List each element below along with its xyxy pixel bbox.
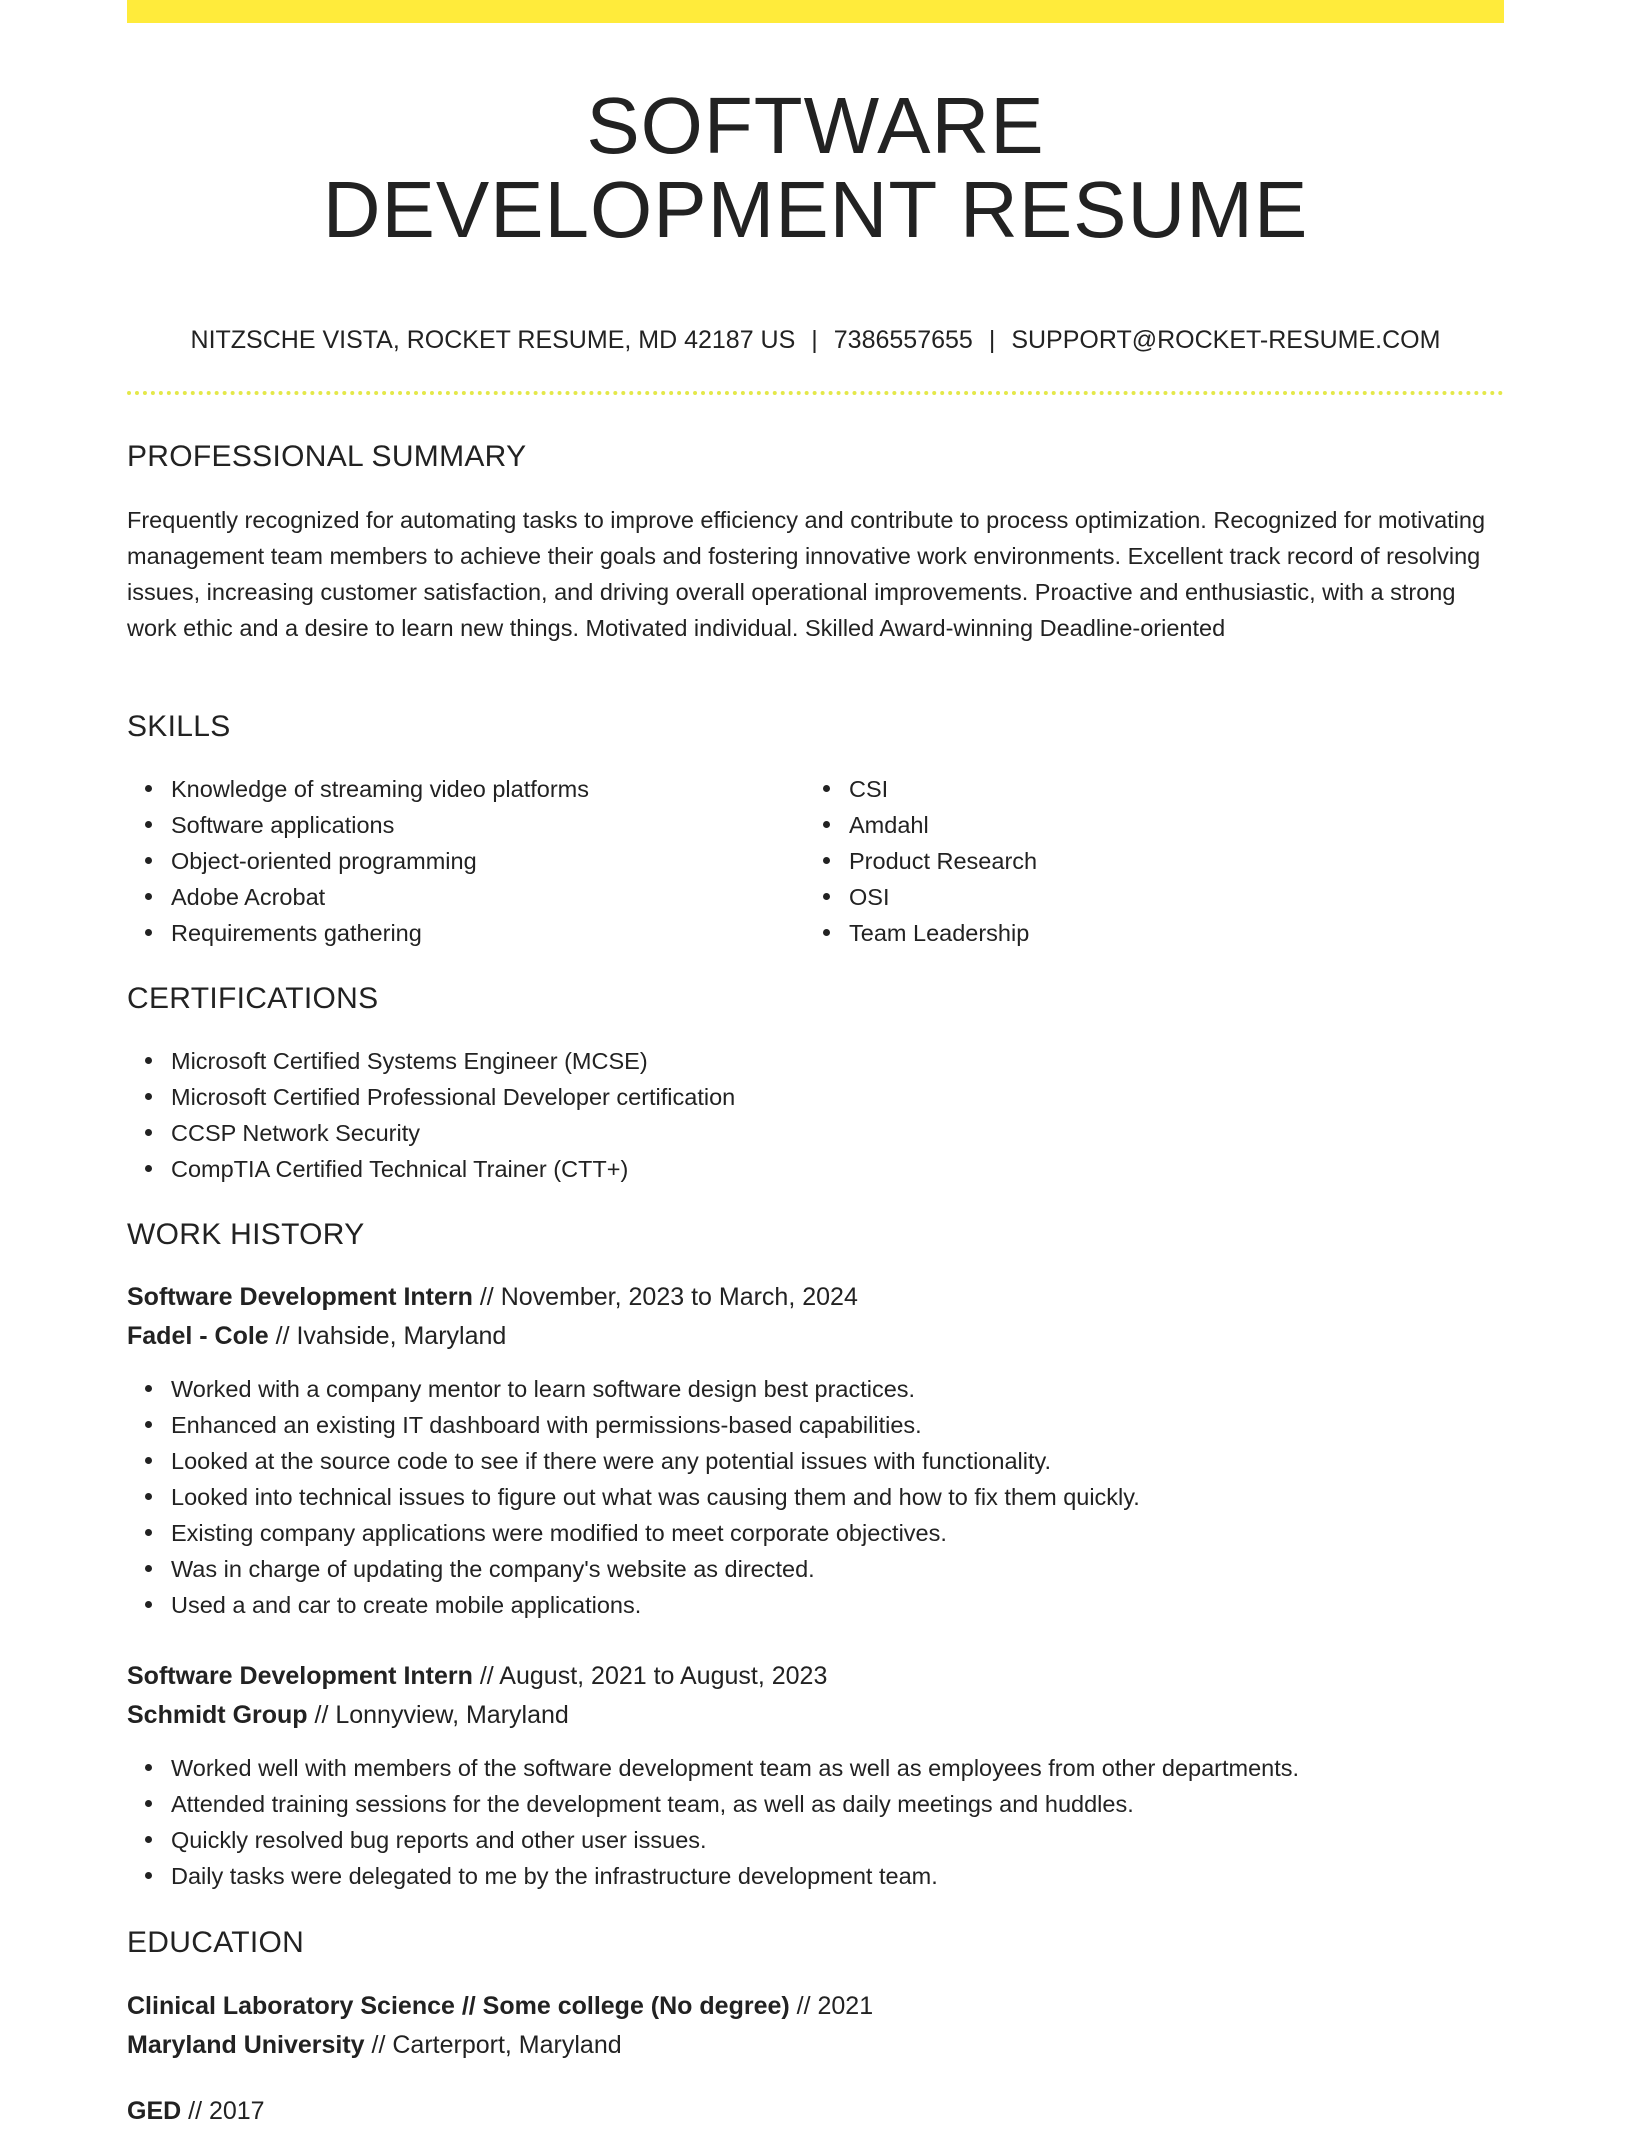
education-school: Maryland University bbox=[127, 2031, 365, 2059]
job-company-line bbox=[127, 1316, 506, 1356]
education-degree-line bbox=[127, 2091, 265, 2131]
job-bullet: Existing company applications were modified to meet corporate objectives. bbox=[171, 1515, 1511, 1551]
job-title: Software Development Intern bbox=[127, 1662, 473, 1690]
job-title-line bbox=[127, 1656, 827, 1696]
job-title-line bbox=[127, 1277, 858, 1317]
contact-email: SUPPORT@ROCKET-RESUME.COM bbox=[1011, 326, 1441, 354]
certifications-heading: CERTIFICATIONS bbox=[127, 982, 379, 1015]
certification-item: Microsoft Certified Professional Developer certification bbox=[171, 1079, 1471, 1115]
certification-item: CCSP Network Security bbox=[171, 1115, 1471, 1151]
job-dates: // August, 2021 to August, 2023 bbox=[472, 1662, 828, 1690]
job-bullet: Worked with a company mentor to learn software design best practices. bbox=[171, 1371, 1511, 1407]
skill-item: Team Leadership bbox=[849, 915, 1489, 951]
contact-phone: 7386557655 bbox=[833, 326, 973, 354]
education-year: // 2021 bbox=[789, 1992, 874, 2020]
education-degree: Clinical Laboratory Science // Some college (No degree) bbox=[127, 1992, 790, 2020]
skills-heading: SKILLS bbox=[127, 710, 231, 743]
job-bullets bbox=[127, 1371, 1511, 1623]
skill-item: Knowledge of streaming video platforms bbox=[171, 771, 811, 807]
skill-item: Amdahl bbox=[849, 807, 1489, 843]
job-bullet: Looked at the source code to see if there were any potential issues with functionality. bbox=[171, 1443, 1511, 1479]
summary-text: Frequently recognized for automating tasks to improve efficiency and contribute to process optimization. Recognized for motivating management team members to achieve their goals and fostering innovative work environments. Excellent track record of resolving issues, increasing customer satisfaction, and driving overall operational improvements. Proactive and enthusiastic, with a strong work ethic and a desire to learn new things. Motivated individual. Skilled Award-winning Deadline-oriented bbox=[127, 507, 1486, 641]
header-divider bbox=[127, 391, 1504, 395]
certification-item: CompTIA Certified Technical Trainer (CTT+) bbox=[171, 1151, 1471, 1187]
job-bullet: Attended training sessions for the development team, as well as daily meetings and huddles. bbox=[171, 1786, 1511, 1822]
education-school-line bbox=[127, 2025, 622, 2065]
job-location: // Ivahside, Maryland bbox=[268, 1322, 507, 1350]
skill-item: Requirements gathering bbox=[171, 915, 811, 951]
skill-item: Object-oriented programming bbox=[171, 843, 811, 879]
contact-separator: | bbox=[811, 326, 818, 354]
skills-list-right bbox=[805, 771, 1489, 951]
skill-item: OSI bbox=[849, 879, 1489, 915]
job-bullet: Was in charge of updating the company's website as directed. bbox=[171, 1551, 1511, 1587]
job-company: Fadel - Cole bbox=[127, 1322, 269, 1350]
education-degree: GED bbox=[127, 2097, 182, 2125]
education-heading: EDUCATION bbox=[127, 1926, 305, 1959]
job-bullet: Daily tasks were delegated to me by the infrastructure development team. bbox=[171, 1858, 1511, 1894]
title-line-2: DEVELOPMENT RESUME bbox=[322, 165, 1309, 254]
job-company-line bbox=[127, 1695, 569, 1735]
job-bullet: Quickly resolved bug reports and other user issues. bbox=[171, 1822, 1511, 1858]
job-bullets bbox=[127, 1750, 1511, 1894]
skill-item: Adobe Acrobat bbox=[171, 879, 811, 915]
job-location: // Lonnyview, Maryland bbox=[307, 1701, 569, 1729]
job-company: Schmidt Group bbox=[127, 1701, 308, 1729]
education-year: // 2017 bbox=[181, 2097, 265, 2125]
contact-line bbox=[127, 320, 1504, 360]
skill-item: Software applications bbox=[171, 807, 811, 843]
skill-item: Product Research bbox=[849, 843, 1489, 879]
education-degree-line bbox=[127, 1986, 873, 2026]
summary-heading: PROFESSIONAL SUMMARY bbox=[127, 440, 527, 473]
job-bullet: Used a and car to create mobile applications. bbox=[171, 1587, 1511, 1623]
work-history-heading: WORK HISTORY bbox=[127, 1218, 365, 1251]
certifications-list bbox=[127, 1043, 1471, 1187]
job-bullet: Looked into technical issues to figure out what was causing them and how to fix them quickly. bbox=[171, 1479, 1511, 1515]
job-bullet: Worked well with members of the software development team as well as employees from other departments. bbox=[171, 1750, 1511, 1786]
skill-item: CSI bbox=[849, 771, 1489, 807]
job-dates: // November, 2023 to March, 2024 bbox=[472, 1283, 858, 1311]
job-bullet: Enhanced an existing IT dashboard with permissions-based capabilities. bbox=[171, 1407, 1511, 1443]
job-title: Software Development Intern bbox=[127, 1283, 473, 1311]
skills-list-left bbox=[127, 771, 811, 951]
certification-item: Microsoft Certified Systems Engineer (MCSE) bbox=[171, 1043, 1471, 1079]
title-line-1: SOFTWARE bbox=[586, 81, 1045, 170]
contact-address: NITZSCHE VISTA, ROCKET RESUME, MD 42187 US bbox=[190, 326, 796, 354]
contact-separator: | bbox=[988, 326, 996, 354]
resume-title bbox=[127, 81, 1504, 254]
header-accent-bar bbox=[127, 0, 1504, 23]
education-location: // Carterport, Maryland bbox=[364, 2031, 622, 2059]
